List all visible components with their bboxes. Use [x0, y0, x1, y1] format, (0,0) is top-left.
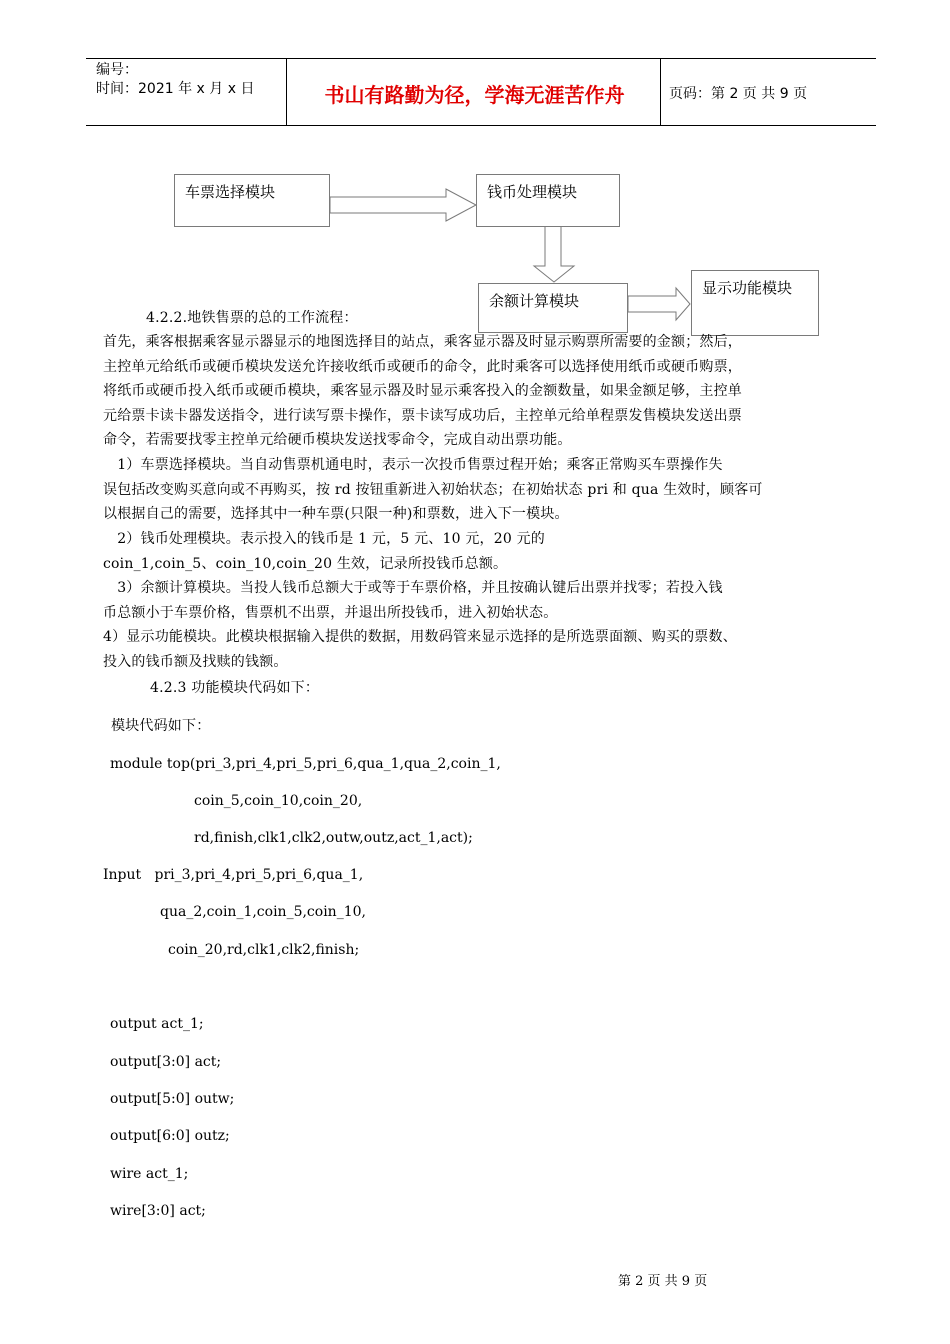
code-line: qua_2,coin_1,coin_5,coin_10, [160, 904, 366, 920]
paragraph-line: 币总额小于车票价格，售票机不出票，并退出所投钱币，进入初始状态。 [103, 604, 558, 621]
box-ticket-select: 车票选择模块 [174, 174, 330, 227]
code-line: output[6:0] outz; [110, 1128, 230, 1144]
paragraph-line: 命令，若需要找零主控单元给硬币模块发送找零命令，完成自动出票功能。 [103, 432, 572, 448]
paragraph-display-module [103, 625, 863, 674]
document-date: 时间：2021 年 x 月 x 日 [96, 81, 255, 97]
paragraph-line: 元给票卡读卡器发送指令，进行读写票卡操作，票卡读写成功后，主控单元给单程票发售模块发送出票 [103, 407, 742, 424]
paragraph-line: 2）钱币处理模块。表示投入的钱币是 1 元，5 元、10 元，20 元的 [103, 531, 545, 547]
code-line: wire[3:0] act; [110, 1203, 206, 1219]
paragraph-line: 误包括改变购买意向或不再购买，按 rd 按钮重新进入初始状态；在初始状态 pri 和 qua 生效时，顾客可 [103, 481, 763, 498]
section-heading-423: 4.2.3 功能模块代码如下： [150, 680, 320, 696]
paragraph-line: 投入的钱币额及找赎的钱额。 [103, 653, 288, 670]
code-line: coin_5,coin_10,coin_20, [194, 793, 363, 809]
box-display: 显示功能模块 [691, 270, 819, 336]
paragraph-line: 首先，乘客根据乘客显示器显示的地图选择目的站点，乘客显示器及时显示购票所需要的金额；然后， [103, 334, 742, 350]
code-line: coin_20,rd,clk1,clk2,finish; [168, 942, 360, 958]
code-line: Input pri_3,pri_4,pri_5,pri_6,qua_1, [103, 867, 364, 883]
document-number-label: 编号： [96, 62, 138, 78]
paragraph-line: 1）车票选择模块。当自动售票机通电时，表示一次投币售票过程开始；乘客正常购买车票操作失 [103, 457, 723, 473]
code-intro: 模块代码如下： [111, 718, 211, 734]
arrow-ticket-to-coin [330, 189, 476, 221]
paragraph-workflow [103, 330, 863, 453]
arrow-coin-to-balance [534, 226, 574, 282]
box-balance-calc: 余额计算模块 [478, 283, 628, 333]
paragraph-line: 主控单元给纸币或硬币模块发送允许接收纸币或硬币的命令，此时乘客可以选择使用纸币或硬币购票， [103, 358, 742, 375]
paragraph-line: 以根据自己的需要，选择其中一种车票(只限一种)和票数，进入下一模块。 [103, 506, 569, 522]
paragraph-line: 将纸币或硬币投入纸币或硬币模块，乘客显示器及时显示乘客投入的金额数量，如果金额足够，主控单 [103, 383, 742, 399]
paragraph-balance-module [103, 576, 863, 625]
paragraph-line: 4）显示功能模块。此模块根据输入提供的数据，用数码管来显示选择的是所选票面额、购买的票数、 [103, 629, 737, 645]
header-page-number: 页码：第 2 页 共 9 页 [669, 86, 808, 102]
paragraph-coin-module [103, 527, 863, 576]
section-heading-422: 4.2.2.地铁售票的总的工作流程： [146, 310, 358, 326]
code-line: output[5:0] outw; [110, 1091, 235, 1107]
code-line: module top(pri_3,pri_4,pri_5,pri_6,qua_1,qua_2,coin_1, [110, 756, 501, 772]
footer-page-number: 第 2 页 共 9 页 [618, 1274, 708, 1289]
header-motto: 书山有路勤为径，学海无涯苦作舟 [324, 83, 625, 107]
code-line: wire act_1; [110, 1166, 189, 1182]
paragraph-line: 3）余额计算模块。当投人钱币总额大于或等于车票价格，并且按确认键后出票并找零；若投入钱 [103, 580, 723, 596]
paragraph-ticket-module [103, 453, 863, 527]
paragraph-line: coin_1,coin_5、coin_10,coin_20 生效，记录所投钱币总额。 [103, 555, 508, 572]
code-line: output act_1; [110, 1016, 204, 1032]
box-coin-process: 钱币处理模块 [476, 174, 620, 227]
code-line: rd,finish,clk1,clk2,outw,outz,act_1,act); [194, 830, 473, 846]
code-line: output[3:0] act; [110, 1054, 222, 1070]
